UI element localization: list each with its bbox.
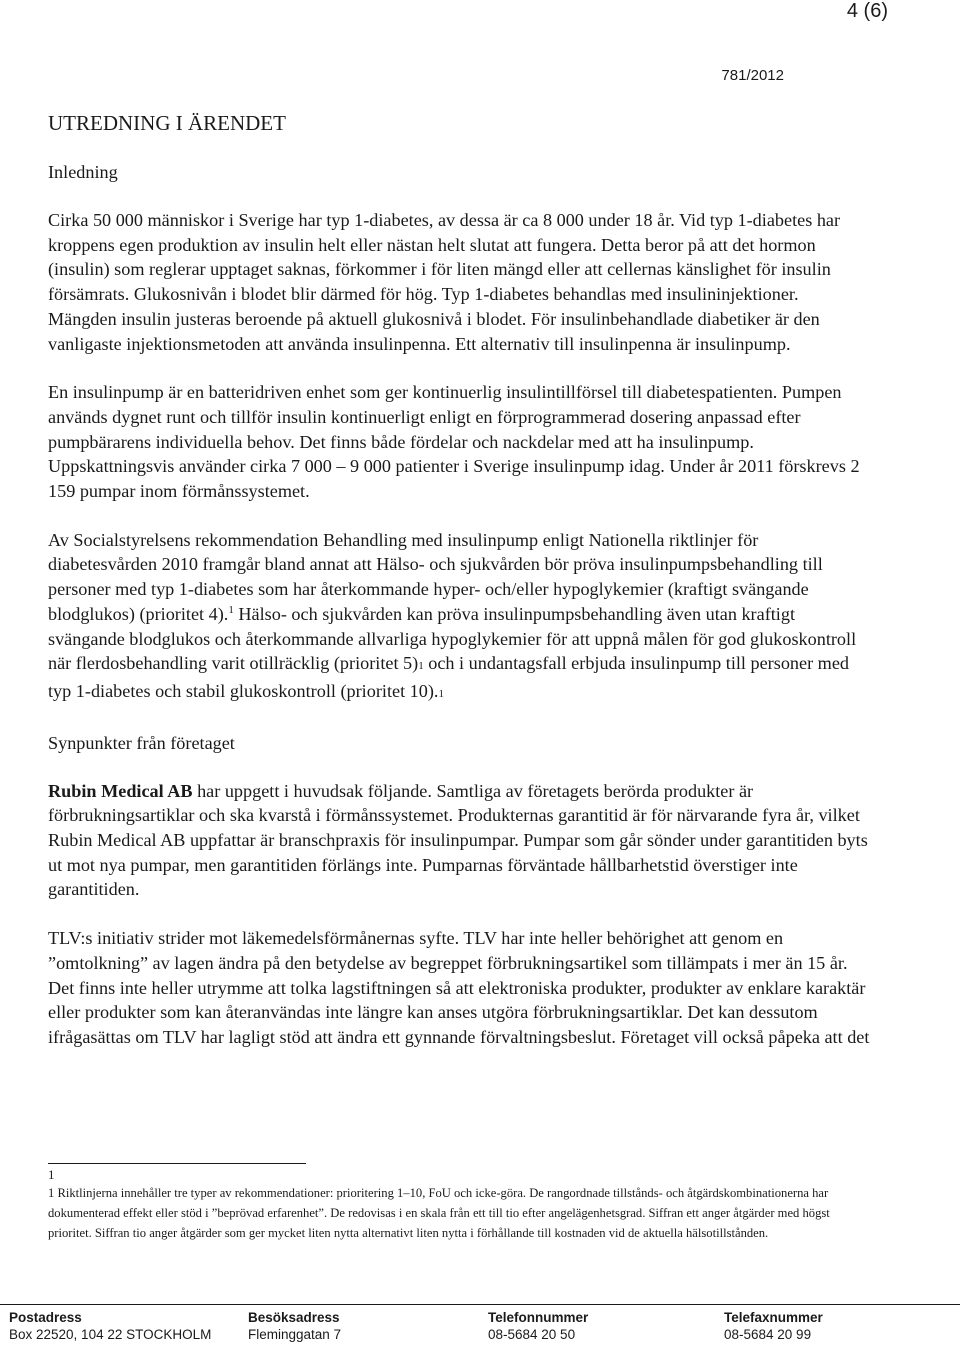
- guidelines-text-b: Hälso- och sjukvården kan pröva insulinpumpsbehandling även utan kraftigt svängande blodglukos och återkommande allvarliga hypoglykemier för att uppnå målen för god glukoskontroll när flerdosbehandling varit otillräcklig (prioritet 5): [48, 603, 857, 674]
- paragraph-tlv-initiative: TLV:s initiativ strider mot läkemedelsförmånernas syfte. TLV har inte heller behörighet att genom en ”omtolkning” av lagen ändra på den betydelse av begreppet förbrukningsartikel som tillämpats i mer än 15 år. Det finns inte heller utrymme att tolka lagstiftningen så att elektroniska produkter, produkter av enklare karaktär eller produkter som kan återanvändas inte längre kan anses utgöra förbrukningsartiklar. Det kan dessutom ifrågasättas om TLV har lagligt stöd att ändra ett gynnande förvaltningsbeslut. Företaget vill också påpeka att det: [48, 928, 870, 1047]
- section-heading-intro: Inledning: [48, 162, 118, 182]
- footer-value: Fleminggatan 7: [248, 1327, 342, 1342]
- page-number: 4 (6): [846, 0, 888, 22]
- paragraph-insulin-pump: En insulinpump är en batteridriven enhet som ger kontinuerlig insulintillförsel till diabetespatienten. Pumpen används dygnet runt och tillför insulin kontinuerligt enligt en förprogrammerad dosering anpassad efter pumpbärarens individuella behov. Det finns både fördelar och nackdelar med att ha insulinpump. Uppskattningsvis använder cirka 7 000 – 9 000 patienter i Sverige insulinpump idag. Under år 2011 förskrevs 2 159 pumpar inom förmånssystemet.: [48, 382, 860, 502]
- footnote-divider: [48, 1163, 306, 1164]
- footer-fax: [724, 1309, 823, 1343]
- footer-label: Besöksadress: [248, 1310, 340, 1325]
- footer-label: Telefaxnummer: [724, 1310, 823, 1325]
- guidelines-text-c: och i undantagsfall erbjuda insulinpump till personer med typ 1-diabetes och stabil glukoskontroll (prioritet 10).: [48, 653, 849, 701]
- footer-postal-address: [9, 1309, 211, 1343]
- footer-phone: [488, 1309, 588, 1343]
- footer-label: Telefonnummer: [488, 1310, 589, 1325]
- footer-visiting-address: [248, 1309, 341, 1343]
- footnote-reference[interactable]: 1: [418, 660, 424, 673]
- footnote: [48, 1167, 858, 1243]
- footer-label: Postadress: [9, 1310, 82, 1325]
- footer-divider: [0, 1304, 960, 1305]
- footnote-reference[interactable]: 1: [228, 603, 234, 616]
- footer-value: 08-5684 20 99: [724, 1327, 812, 1342]
- page-title: UTREDNING I ÄRENDET: [48, 111, 286, 135]
- footer-value: 08-5684 20 50: [488, 1327, 576, 1342]
- footnote-text: 1 Riktlinjerna innehåller tre typer av rekommendationer: prioritering 1–10, FoU och icke-göra. De rangordnade tillstånds- och åtgärdskombinationerna har dokumenterad effekt eller stöd i ”beprövad erfarenhet”. De redovisas i en skala från ett till tio efter angelägenhetsgrad. Siffran ett anger åtgärder med högst prioritet. Siffran tio anger åtgärder som ger mycket liten nytta alternativt liten nytta i förhållande till kostnaden vid de aktuella hälsotillstånden.: [48, 1186, 830, 1240]
- section-heading-company: Synpunkter från företaget: [48, 732, 235, 753]
- paragraph-intro: Cirka 50 000 människor i Sverige har typ 1-diabetes, av dessa är ca 8 000 under 18 år. Vid typ 1-diabetes har kroppens egen produktion av insulin helt eller nästan helt slutat att fungera. Detta beror på att det hormon (insulin) som reglerar upptaget saknas, förkommer i för liten mängd eller att cellernas känslighet för insulin försämrats. Glukosnivån i blodet blir därmed för hög. Typ 1-diabetes behandlas med insulininjektioner. Mängden insulin justeras beroende på aktuell glukosnivå i blodet. För insulinbehandlade diabetiker är den vanligaste injektionsmetoden att använda insulinpenna. Ett alternativ till insulinpenna är insulinpump.: [48, 210, 841, 354]
- footer-value: Box 22520, 104 22 STOCKHOLM: [9, 1327, 212, 1342]
- page-footer: [0, 1309, 960, 1345]
- paragraph-company-views: [48, 779, 870, 903]
- document-reference: 781/2012: [721, 67, 784, 84]
- company-name: Rubin Medical AB: [48, 780, 193, 801]
- company-views-text: har uppgett i huvudsak följande. Samtliga av företagets berörda produkter är förbrukningsartiklar och ska kvarstå i förmånssystemet. Produkternas garantitid är för närvarande fyra år, vilket Rubin Medical AB uppfattar är branschpraxis för insulinpumpar. Pumpar som går sönder under garantitiden byts ut mot nya pumpar, men garantitiden förlängs inte. Pumparnas förväntade hållbarhetstid överstiger inte garantitiden.: [48, 780, 868, 900]
- footnote-reference[interactable]: 1: [438, 687, 444, 700]
- guidelines-text-a: Av Socialstyrelsens rekommendation Behandling med insulinpump enligt Nationella riktlinjer för diabetesvården 2010 framgår bland annat att Hälso- och sjukvården bör pröva insulinpumpsbehandling till personer med typ 1-diabetes som har återkommande hyper- och/eller hypoglykemier (kraftigt svängande blodglukos) (prioritet 4).: [48, 529, 823, 624]
- paragraph-guidelines: [48, 528, 870, 707]
- document-body: [48, 108, 870, 1050]
- footnote-marker: 1: [48, 1167, 55, 1182]
